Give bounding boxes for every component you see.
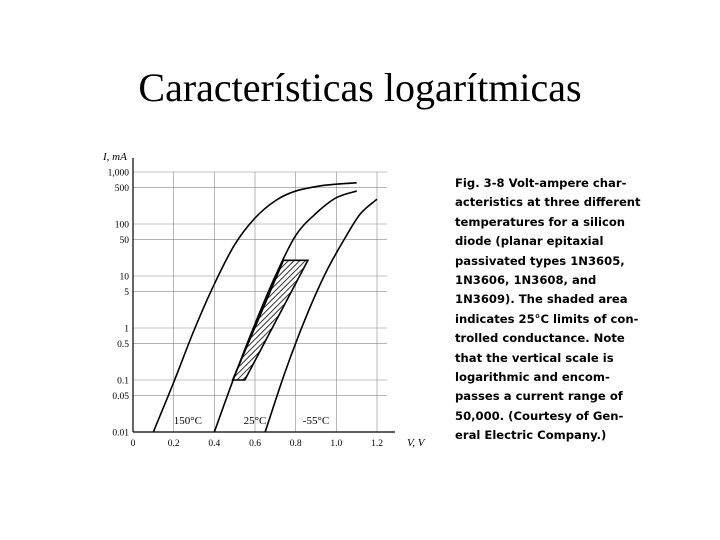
x-tick-label: 0 <box>130 439 136 449</box>
y-tick-label: 500 <box>114 184 129 195</box>
caption-line: trolled conductance. Note <box>455 331 625 346</box>
shaded-region <box>233 260 308 380</box>
shaded-region-group <box>233 260 308 380</box>
x-tick-label: 0.8 <box>289 439 302 449</box>
y-tick-label: 0.05 <box>112 392 129 403</box>
x-tick-label: 0.4 <box>208 439 221 449</box>
y-tick-label: 5 <box>124 288 129 299</box>
series-curve-2 <box>265 199 377 432</box>
slide-title: Características logarítmicas <box>138 65 582 110</box>
caption-line: 1N3609). The shaded area <box>455 292 628 307</box>
caption-line: logarithmic and encom- <box>455 370 610 385</box>
x-tick-label: 0.6 <box>249 439 261 449</box>
caption-line: temperatures for a silicon <box>455 214 626 229</box>
caption-line: 1N3606, 1N3608, and <box>455 273 597 288</box>
caption-line: passivated types 1N3605, <box>455 253 625 268</box>
series-label: 25°C <box>243 415 267 428</box>
caption-line: passes a current range of <box>455 389 623 404</box>
caption-line: that the vertical scale is <box>455 350 614 365</box>
chart <box>95 148 445 460</box>
x-tick-label: 1.0 <box>330 439 343 449</box>
caption-line: diode (planar epitaxial <box>455 234 604 249</box>
caption-line: eral Electric Company.) <box>455 428 607 443</box>
y-tick-label: 0.01 <box>112 428 129 439</box>
y-tick-label: 0.1 <box>117 376 129 387</box>
y-tick-label: 0.5 <box>117 340 129 351</box>
x-axis-title: V, V <box>407 437 425 449</box>
y-tick-label: 100 <box>114 220 129 231</box>
series-label: -55°C <box>302 415 330 428</box>
y-axis-title: I, mA <box>103 151 127 163</box>
figure-caption <box>455 174 655 446</box>
y-tick-label: 1,000 <box>107 168 129 179</box>
x-tick-label: 0.2 <box>167 439 180 449</box>
grid <box>133 172 387 432</box>
x-tick-label: 1.2 <box>371 439 383 449</box>
caption-line: acteristics at three different <box>455 195 641 210</box>
caption-line: indicates 25°C limits of con- <box>455 311 639 326</box>
y-tick-label: 10 <box>119 272 129 283</box>
caption-line: 50,000. (Courtesy of Gen- <box>455 408 624 423</box>
y-tick-label: 1 <box>124 324 129 335</box>
caption-line: Fig. 3-8 Volt-ampere char- <box>455 176 627 190</box>
y-tick-label: 50 <box>119 236 129 247</box>
axes <box>133 158 395 432</box>
series-label: 150°C <box>173 415 203 428</box>
